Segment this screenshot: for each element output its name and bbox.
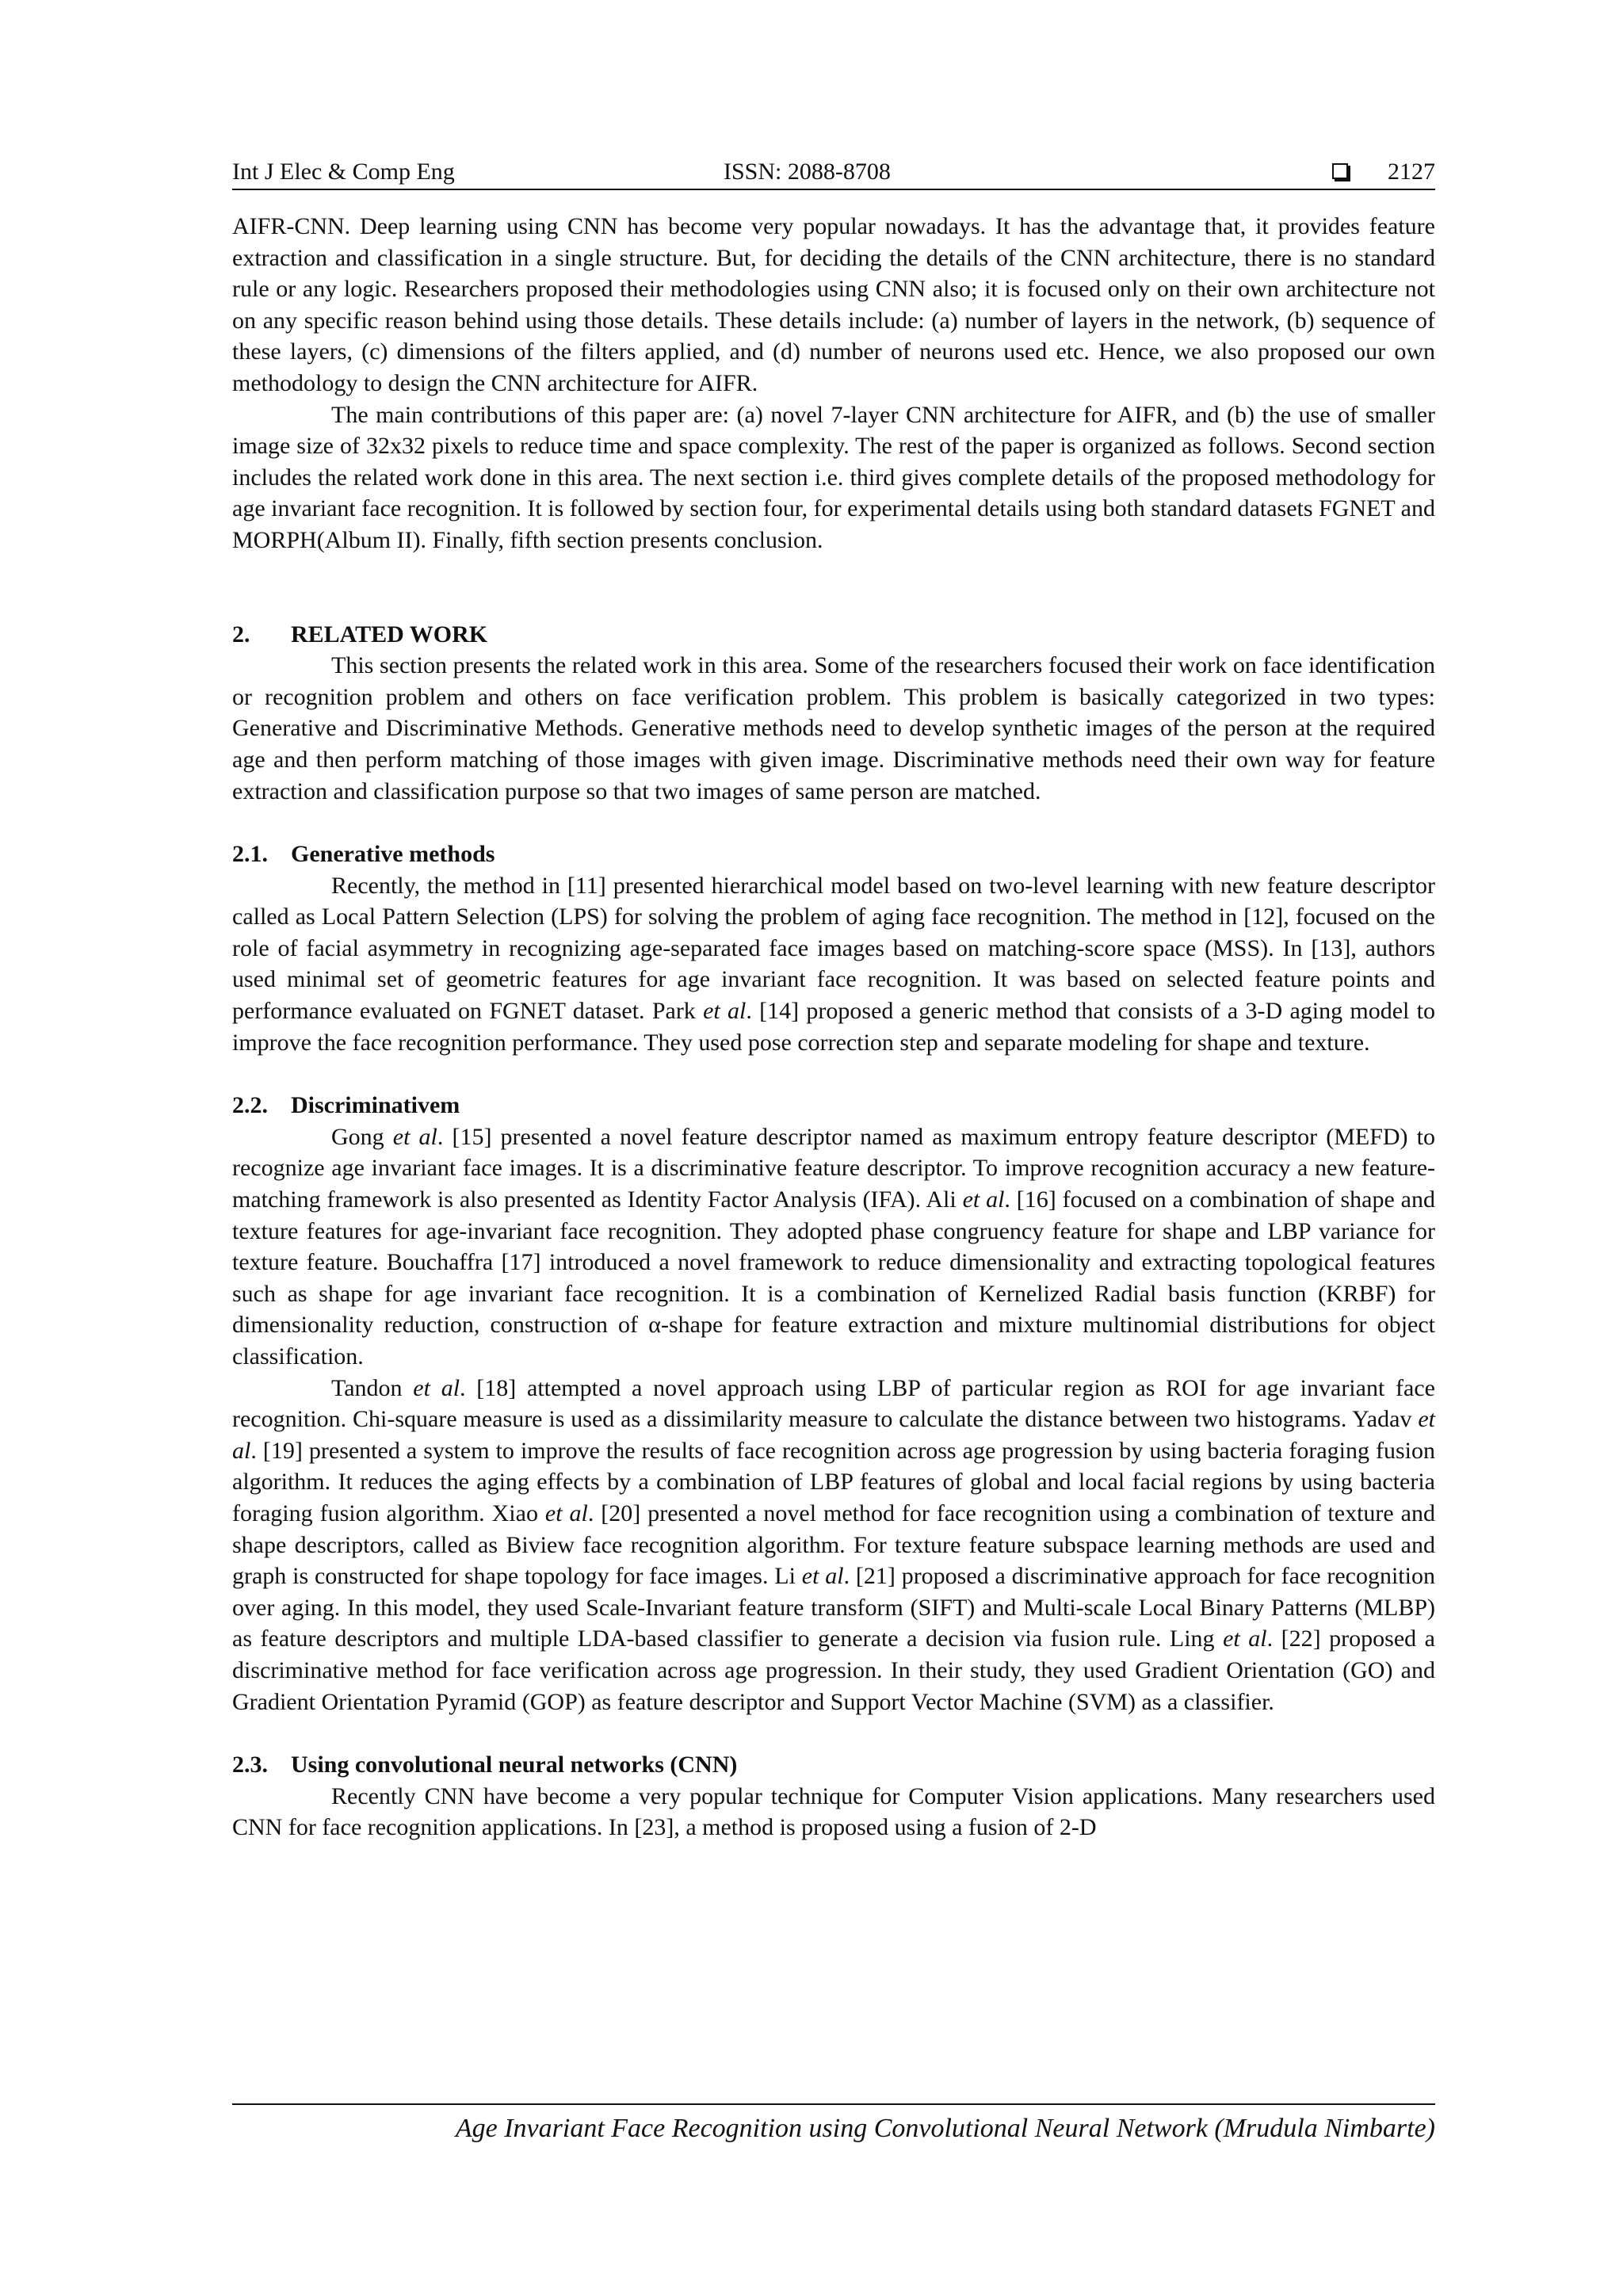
- subsection-number: 2.1.: [232, 841, 268, 868]
- subsection-number: 2.3.: [232, 1752, 268, 1778]
- subsection-title: Discriminativem: [291, 1092, 460, 1119]
- journal-name: Int J Elec & Comp Eng: [232, 159, 455, 185]
- section-title: RELATED WORK: [291, 621, 488, 648]
- spacer: [232, 556, 1435, 619]
- paragraph-intro-continued: AIFR-CNN. Deep learning using CNN has become very popular nowadays. It has the advantage that, it provides feature extraction and classification in a single structure. But, for deciding the details of the CNN architecture, there is no standard rule or any logic. Researchers proposed their methodologies using CNN also; it is focused only on their own architecture not on any specific reason behind using those details. These details include: (a) number of layers in the network, (b) sequence of these layers, (c) dimensions of the filters applied, and (d) number of neurons used etc. Hence, we also proposed our own methodology to design the CNN architecture for AIFR.: [232, 213, 1435, 396]
- running-footer: Age Invariant Face Recognition using Convolutional Neural Network (Mrudula Nimbarte): [455, 2114, 1435, 2143]
- section-heading-related-work: [232, 619, 1435, 651]
- et-al: et al: [392, 1123, 437, 1150]
- paragraph-generative: [232, 870, 1435, 1059]
- text-run: . [18] attempted a novel approach using LBP of particular region as ROI for age invariant face recognition. Chi-square measure is used as a dissimilarity measure to calculate the distance between two histograms. Yadav: [232, 1374, 1435, 1433]
- subsection-title: Generative methods: [291, 841, 495, 868]
- issn: ISSN: 2088-8708: [724, 159, 891, 185]
- spacer: [232, 807, 1435, 839]
- et-al: et al: [1223, 1626, 1267, 1652]
- paragraph-cnn: Recently CNN have become a very popular technique for Computer Vision applications. Many researchers used CNN for face recognition applications. In [23], a method is proposed using a fusion of 2-D: [232, 1782, 1435, 1841]
- paragraph-discriminative-1: [232, 1121, 1435, 1373]
- et-al: et al: [413, 1374, 460, 1401]
- et-al: et al: [232, 1406, 1435, 1464]
- spacer: [232, 1717, 1435, 1749]
- text-run: Gong: [331, 1123, 393, 1150]
- header-rule: [232, 189, 1435, 190]
- subsection-number: 2.2.: [232, 1092, 268, 1119]
- page-body: [232, 211, 1435, 1843]
- et-al: et al: [703, 998, 747, 1025]
- footer-rule: [232, 2103, 1435, 2105]
- text-run: Tandon: [331, 1374, 414, 1401]
- square-box-icon: [1332, 163, 1348, 179]
- text-run: . [22] proposed a discriminative method for face verification across age progression. In their study, they used Gradient Orientation (GO) and Gradient Orientation Pyramid (GOP) as feature descriptor and Support Vector Machine (SVM) as a classifier.: [232, 1626, 1436, 1715]
- subsection-title: Using convolutional neural networks (CNN): [291, 1752, 738, 1778]
- paragraph-discriminative-2: [232, 1373, 1435, 1718]
- paragraph-contributions: The main contributions of this paper are: (a) novel 7-layer CNN architecture for AIFR, and (b) the use of smaller image size of 32x32 pixels to reduce time and space complexity. The rest of the paper is organized as follows. Second section includes the related work done in this area. The next section i.e. third gives complete details of the proposed methodology for age invariant face recognition. It is followed by section four, for experimental details using both standard datasets FGNET and MORPH(Album II). Finally, fifth section presents conclusion.: [232, 401, 1435, 553]
- et-al: et al: [962, 1186, 1005, 1213]
- et-al: et al: [801, 1563, 844, 1590]
- text-run: . [20] presented a novel method for face recognition using a combination of texture and shape descriptors, called as Biview face recognition algorithm. For texture feature subspace learning methods are used and graph is constructed for shape topology for face images. Li: [232, 1499, 1435, 1590]
- subsection-heading-generative: [232, 839, 1435, 870]
- page-header: [232, 153, 1435, 191]
- subsection-heading-discriminative: [232, 1090, 1435, 1121]
- page-number: 2127: [1388, 159, 1435, 185]
- section-number: 2.: [232, 621, 250, 648]
- paragraph-related-work: This section presents the related work in this area. Some of the researchers focused their work on face identification or recognition problem and others on face verification problem. This problem is basically categorized in two types: Generative and Discriminative Methods. Generative methods need to develop synthetic images of the person at the required age and then perform matching of those images with given image. Discriminative methods need their own way for feature extraction and classification purpose so that two images of same person are matched.: [232, 652, 1435, 804]
- text-run: . [19] presented a system to improve the results of face recognition across age progression by using bacteria foraging fusion algorithm. It reduces the aging effects by a combination of LBP features of global and local facial regions by using bacteria foraging fusion algorithm. Xiao: [232, 1437, 1435, 1526]
- text-run: . [14] proposed a generic method that consists of a 3-D aging model to improve the face recognition performance. They used pose correction step and separate modeling for shape and texture.: [232, 998, 1435, 1056]
- text-run: . [15] presented a novel feature descriptor named as maximum entropy feature descriptor (MEFD) to recognize age invariant face images. It is a discriminative feature descriptor. To improve recognition accuracy a new feature-matching framework is also presented as Identity Factor Analysis (IFA). Ali: [232, 1123, 1435, 1213]
- text-run: Recently, the method in [11] presented hierarchical model based on two-level learning with new feature descriptor called as Local Pattern Selection (LPS) for solving the problem of aging face recognition. The method in [12], focused on the role of facial asymmetry in recognizing age-separated face images based on matching-score space (MSS). In [13], authors used minimal set of geometric features for age invariant face recognition. It was based on selected feature points and performance evaluated on FGNET dataset. Park: [232, 872, 1435, 1025]
- subsection-heading-cnn: [232, 1749, 1435, 1781]
- spacer: [232, 1058, 1435, 1090]
- text-run: . [21] proposed a discriminative approach for face recognition over aging. In this model, they used Scale-Invariant feature transform (SIFT) and Multi-scale Local Binary Patterns (MLBP) as feature descriptors and multiple LDA-based classifier to generate a decision via fusion rule. Ling: [232, 1563, 1435, 1652]
- et-al: et al: [544, 1499, 588, 1526]
- text-run: . [16] focused on a combination of shape and texture features for age-invariant face recognition. They adopted phase congruency feature for shape and LBP variance for texture feature. Bouchaffra [17] introduced a novel framework to reduce dimensionality and extracting topological features such as shape for age invariant face recognition. It is a combination of Kernelized Radial basis function (KRBF) for dimensionality reduction, construction of α-shape for feature extraction and mixture multinomial distributions for object classification.: [232, 1186, 1435, 1370]
